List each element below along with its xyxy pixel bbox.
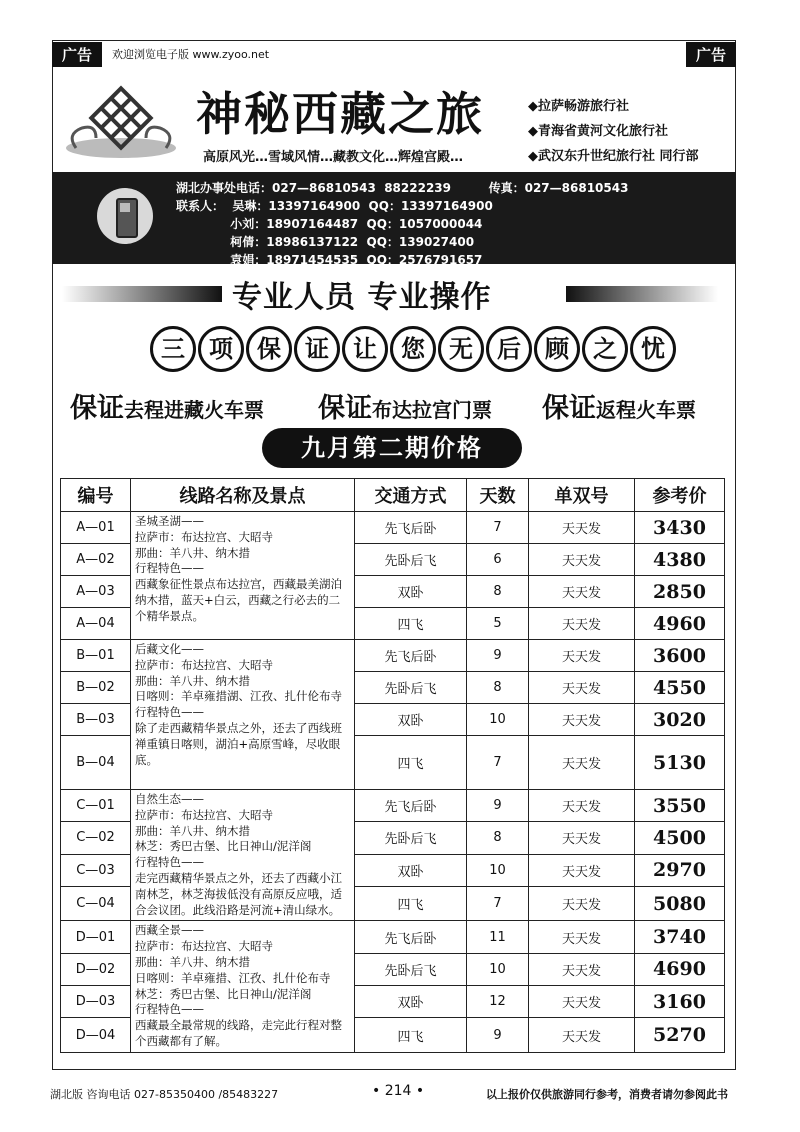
agency-item: ◆拉萨畅游旅行社 (528, 99, 629, 114)
reference-price: 3020 (635, 704, 725, 736)
guarantee-banner: 三 项 保 证 让 您 无 后 顾 之 忧 (150, 326, 676, 372)
days: 10 (467, 953, 529, 985)
transport-mode: 双卧 (355, 576, 467, 608)
departure-schedule: 天天发 (529, 790, 635, 822)
transport-mode: 双卧 (355, 854, 467, 886)
route-id: B—03 (61, 704, 131, 736)
route-description: 自然生态—— 拉萨市：布达拉宫、大昭寺 那曲：羊八井、纳木措 林芝：秀巴古堡、比日神山/泥洋阁 行程特色—— 走完西藏精华景点之外，还去了西藏小江南林芝，林芝海拔低没有高原反应哦，适合会议团。此线沿路是河流+清山绿水。 (131, 790, 355, 921)
transport-mode: 四飞 (355, 608, 467, 640)
departure-schedule: 天天发 (529, 886, 635, 920)
reference-price: 5130 (635, 736, 725, 790)
departure-schedule: 天天发 (529, 822, 635, 854)
route-description: 后藏文化—— 拉萨市：布达拉宫、大昭寺 那曲：羊八井、纳木措 日喀则：羊卓雍措湖、江孜、扎什伦布寺 行程特色—— 除了走西藏精华景点之外，还去了西线班禅重镇日喀则，湖泊+高原雪峰，尽收眼底。 (131, 640, 355, 790)
decor-bar-left (62, 286, 222, 302)
reference-price: 4690 (635, 953, 725, 985)
transport-mode: 四飞 (355, 1018, 467, 1052)
route-id: D—01 (61, 921, 131, 953)
route-id: B—04 (61, 736, 131, 790)
days: 8 (467, 822, 529, 854)
reference-price: 3160 (635, 986, 725, 1018)
contact-panel (52, 172, 736, 267)
days: 12 (467, 986, 529, 1018)
agency-list (528, 94, 699, 169)
transport-mode: 先飞后卧 (355, 640, 467, 672)
days: 7 (467, 886, 529, 920)
days: 8 (467, 672, 529, 704)
transport-mode: 先飞后卧 (355, 512, 467, 544)
table-row (61, 640, 725, 672)
route-id: A—04 (61, 608, 131, 640)
table-row (61, 790, 725, 822)
reference-price: 3600 (635, 640, 725, 672)
days: 9 (467, 790, 529, 822)
footer-disclaimer: 以上报价仅供旅游同行参考，消费者请勿参阅此书 (486, 1088, 728, 1101)
guarantee-train-back: 保证返程火车票 (542, 393, 696, 424)
table-header-cell: 交通方式 (355, 479, 467, 512)
route-description: 西藏全景—— 拉萨市：布达拉宫、大昭寺 那曲：羊八井、纳木措 日喀则：羊卓雍措、江孜、扎什伦布寺 林芝：秀巴古堡、比日神山/泥洋阁 行程特色—— 西藏最全最常规的线路，走完此行程对整个西藏都有了解。 (131, 921, 355, 1052)
table-header-cell: 线路名称及景点 (131, 479, 355, 512)
reference-price: 3550 (635, 790, 725, 822)
endless-knot-logo-icon (62, 82, 180, 162)
reference-price: 5270 (635, 1018, 725, 1052)
route-id: C—02 (61, 822, 131, 854)
route-description: 圣城圣湖—— 拉萨市：布达拉宫、大昭寺 那曲：羊八井、纳木措 行程特色—— 西藏象征性景点布达拉宫，西藏最美湖泊纳木措，蓝天+白云，西藏之行必去的二个精华景点。 (131, 512, 355, 640)
reference-price: 4550 (635, 672, 725, 704)
subtitle: 高原风光…雪域风情…藏教文化…辉煌宫殿… (203, 150, 464, 165)
reference-price: 3430 (635, 512, 725, 544)
departure-schedule: 天天发 (529, 921, 635, 953)
transport-mode: 四飞 (355, 886, 467, 920)
route-id: C—03 (61, 854, 131, 886)
table-header-cell: 天数 (467, 479, 529, 512)
departure-schedule: 天天发 (529, 1018, 635, 1052)
departure-schedule: 天天发 (529, 986, 635, 1018)
contact-text: 湖北办事处电话：027—86810543 88222239 传真：027—86810543 联系人： 吴琳：13397164900 QQ：13397164900 小刘：18907164487 QQ：1057000044 柯倩：18986137122 QQ：139027400 袁娟：18971454535 QQ：2576791657 (176, 181, 629, 267)
route-id: C—01 (61, 790, 131, 822)
days: 7 (467, 512, 529, 544)
route-id: B—02 (61, 672, 131, 704)
days: 8 (467, 576, 529, 608)
agency-item: ◆青海省黄河文化旅行社 (528, 124, 668, 139)
departure-schedule: 天天发 (529, 640, 635, 672)
days: 6 (467, 544, 529, 576)
days: 10 (467, 854, 529, 886)
days: 7 (467, 736, 529, 790)
departure-schedule: 天天发 (529, 854, 635, 886)
table-row (61, 512, 725, 544)
agency-item: ◆武汉东升世纪旅行社 同行部 (528, 149, 699, 164)
table-header-cell: 参考价 (635, 479, 725, 512)
departure-schedule: 天天发 (529, 704, 635, 736)
price-table (60, 478, 725, 1053)
reference-price: 3740 (635, 921, 725, 953)
mobile-phone-icon (97, 188, 153, 244)
route-id: D—03 (61, 986, 131, 1018)
guarantee-train-out: 保证去程进藏火车票 (70, 393, 264, 424)
days: 11 (467, 921, 529, 953)
transport-mode: 先飞后卧 (355, 790, 467, 822)
route-id: D—02 (61, 953, 131, 985)
reference-price: 2850 (635, 576, 725, 608)
route-id: A—01 (61, 512, 131, 544)
route-id: A—02 (61, 544, 131, 576)
departure-schedule: 天天发 (529, 608, 635, 640)
transport-mode: 先飞后卧 (355, 921, 467, 953)
transport-mode: 先卧后飞 (355, 822, 467, 854)
route-id: C—04 (61, 886, 131, 920)
decor-bar-right (566, 286, 718, 302)
route-id: B—01 (61, 640, 131, 672)
transport-mode: 先卧后飞 (355, 544, 467, 576)
ad-tag-left: 广告 (52, 42, 102, 67)
transport-mode: 四飞 (355, 736, 467, 790)
departure-schedule: 天天发 (529, 672, 635, 704)
table-row (61, 921, 725, 953)
departure-schedule: 天天发 (529, 576, 635, 608)
transport-mode: 双卧 (355, 986, 467, 1018)
days: 5 (467, 608, 529, 640)
reference-price: 4500 (635, 822, 725, 854)
reference-price: 4960 (635, 608, 725, 640)
guarantee-potala: 保证布达拉宫门票 (318, 393, 492, 424)
route-id: A—03 (61, 576, 131, 608)
page-number: • 214 • (372, 1083, 425, 1099)
departure-schedule: 天天发 (529, 736, 635, 790)
reference-price: 2970 (635, 854, 725, 886)
ad-tag-right: 广告 (686, 42, 736, 67)
reference-price: 5080 (635, 886, 725, 920)
website-text: 欢迎浏览电子版 www.zyoo.net (112, 48, 270, 61)
transport-mode: 先卧后飞 (355, 953, 467, 985)
departure-schedule: 天天发 (529, 953, 635, 985)
transport-mode: 先卧后飞 (355, 672, 467, 704)
days: 9 (467, 640, 529, 672)
route-id: D—04 (61, 1018, 131, 1052)
departure-schedule: 天天发 (529, 544, 635, 576)
slogan-professional: 专业人员 专业操作 (232, 280, 492, 315)
days: 10 (467, 704, 529, 736)
footer-contact: 湖北版 咨询电话 027-85350400 /85483227 (50, 1088, 279, 1101)
table-header-cell: 单双号 (529, 479, 635, 512)
transport-mode: 双卧 (355, 704, 467, 736)
price-period-title: 九月第二期价格 (262, 428, 522, 468)
main-title: 神秘西藏之旅 (196, 87, 484, 141)
departure-schedule: 天天发 (529, 512, 635, 544)
reference-price: 4380 (635, 544, 725, 576)
days: 9 (467, 1018, 529, 1052)
table-header-cell: 编号 (61, 479, 131, 512)
